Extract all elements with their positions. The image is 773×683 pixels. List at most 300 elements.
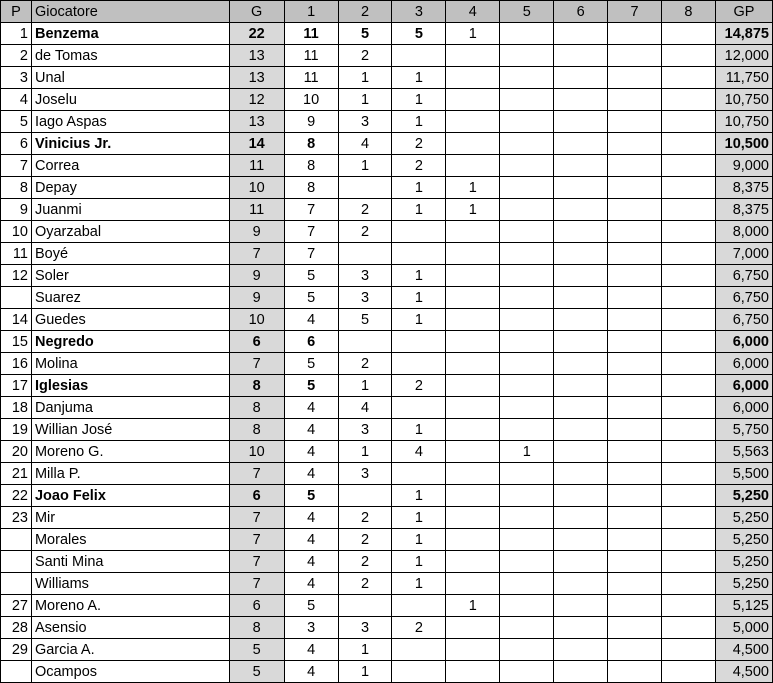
col-3-cell: 1	[392, 177, 446, 199]
gp-cell: 8,375	[715, 199, 772, 221]
player-name-cell: Iglesias	[31, 375, 229, 397]
col-2-cell: 3	[338, 419, 392, 441]
gp-cell: 8,000	[715, 221, 772, 243]
table-row	[1, 243, 773, 265]
col-4-cell	[446, 155, 500, 177]
pos-cell: 4	[1, 89, 32, 111]
header-gp: GP	[715, 1, 772, 23]
col-5-cell	[500, 507, 554, 529]
col-2-cell: 2	[338, 507, 392, 529]
table-row	[1, 573, 773, 595]
col-5-cell	[500, 287, 554, 309]
player-name-cell: Ocampos	[31, 661, 229, 683]
col-7-cell	[608, 331, 662, 353]
col-8-cell	[662, 133, 716, 155]
pos-cell: 10	[1, 221, 32, 243]
games-cell: 13	[229, 111, 284, 133]
header-3: 3	[392, 1, 446, 23]
col-5-cell	[500, 353, 554, 375]
games-cell: 8	[229, 375, 284, 397]
player-name-cell: Mir	[31, 507, 229, 529]
col-4-cell: 1	[446, 199, 500, 221]
col-1-cell: 4	[284, 551, 338, 573]
col-2-cell	[338, 177, 392, 199]
gp-cell: 5,250	[715, 485, 772, 507]
header-1: 1	[284, 1, 338, 23]
player-name-cell: Suarez	[31, 287, 229, 309]
table-row	[1, 177, 773, 199]
col-3-cell: 1	[392, 199, 446, 221]
col-2-cell: 4	[338, 133, 392, 155]
games-cell: 7	[229, 507, 284, 529]
col-8-cell	[662, 551, 716, 573]
col-3-cell	[392, 463, 446, 485]
player-name-cell: de Tomas	[31, 45, 229, 67]
col-7-cell	[608, 67, 662, 89]
col-6-cell	[554, 551, 608, 573]
col-2-cell: 1	[338, 639, 392, 661]
games-cell: 10	[229, 309, 284, 331]
games-cell: 11	[229, 155, 284, 177]
col-4-cell	[446, 529, 500, 551]
pos-cell: 27	[1, 595, 32, 617]
col-3-cell: 1	[392, 67, 446, 89]
col-7-cell	[608, 595, 662, 617]
gp-cell: 10,750	[715, 89, 772, 111]
table-row	[1, 67, 773, 89]
games-cell: 7	[229, 573, 284, 595]
col-1-cell: 7	[284, 221, 338, 243]
pos-cell: 9	[1, 199, 32, 221]
col-6-cell	[554, 155, 608, 177]
col-5-cell	[500, 463, 554, 485]
col-6-cell	[554, 419, 608, 441]
col-1-cell: 11	[284, 23, 338, 45]
gp-cell: 5,500	[715, 463, 772, 485]
games-cell: 7	[229, 463, 284, 485]
col-8-cell	[662, 23, 716, 45]
table-row	[1, 375, 773, 397]
col-7-cell	[608, 573, 662, 595]
player-name-cell: Juanmi	[31, 199, 229, 221]
col-2-cell: 1	[338, 375, 392, 397]
col-3-cell: 5	[392, 23, 446, 45]
player-name-cell: Correa	[31, 155, 229, 177]
player-name-cell: Willian José	[31, 419, 229, 441]
table-row	[1, 111, 773, 133]
games-cell: 6	[229, 485, 284, 507]
col-2-cell: 1	[338, 661, 392, 683]
col-3-cell	[392, 45, 446, 67]
table-row	[1, 507, 773, 529]
col-7-cell	[608, 507, 662, 529]
games-cell: 7	[229, 353, 284, 375]
col-5-cell	[500, 133, 554, 155]
col-4-cell	[446, 331, 500, 353]
col-1-cell: 4	[284, 419, 338, 441]
col-1-cell: 11	[284, 67, 338, 89]
col-8-cell	[662, 309, 716, 331]
col-2-cell: 3	[338, 617, 392, 639]
pos-cell: 22	[1, 485, 32, 507]
gp-cell: 10,750	[715, 111, 772, 133]
table-row	[1, 419, 773, 441]
col-1-cell: 5	[284, 353, 338, 375]
table-row	[1, 441, 773, 463]
player-name-cell: Depay	[31, 177, 229, 199]
col-5-cell	[500, 617, 554, 639]
col-3-cell	[392, 595, 446, 617]
pos-cell: 14	[1, 309, 32, 331]
pos-cell	[1, 573, 32, 595]
col-6-cell	[554, 397, 608, 419]
games-cell: 13	[229, 45, 284, 67]
col-2-cell: 2	[338, 551, 392, 573]
player-name-cell: Santi Mina	[31, 551, 229, 573]
col-4-cell	[446, 265, 500, 287]
games-cell: 14	[229, 133, 284, 155]
col-6-cell	[554, 177, 608, 199]
col-8-cell	[662, 639, 716, 661]
player-name-cell: Joselu	[31, 89, 229, 111]
gp-cell: 5,000	[715, 617, 772, 639]
gp-cell: 8,375	[715, 177, 772, 199]
col-7-cell	[608, 463, 662, 485]
col-5-cell	[500, 265, 554, 287]
col-6-cell	[554, 573, 608, 595]
col-3-cell: 1	[392, 111, 446, 133]
gp-cell: 12,000	[715, 45, 772, 67]
col-6-cell	[554, 45, 608, 67]
games-cell: 10	[229, 441, 284, 463]
col-3-cell: 2	[392, 133, 446, 155]
col-7-cell	[608, 111, 662, 133]
col-8-cell	[662, 661, 716, 683]
col-3-cell: 1	[392, 507, 446, 529]
table-row	[1, 45, 773, 67]
col-3-cell	[392, 639, 446, 661]
col-1-cell: 5	[284, 265, 338, 287]
col-5-cell	[500, 375, 554, 397]
col-6-cell	[554, 67, 608, 89]
header-6: 6	[554, 1, 608, 23]
pos-cell: 6	[1, 133, 32, 155]
player-name-cell: Iago Aspas	[31, 111, 229, 133]
col-7-cell	[608, 441, 662, 463]
col-1-cell: 7	[284, 199, 338, 221]
gp-cell: 6,750	[715, 287, 772, 309]
col-6-cell	[554, 111, 608, 133]
player-name-cell: Joao Felix	[31, 485, 229, 507]
col-3-cell: 1	[392, 485, 446, 507]
games-cell: 5	[229, 661, 284, 683]
col-8-cell	[662, 265, 716, 287]
col-1-cell: 4	[284, 397, 338, 419]
gp-cell: 6,000	[715, 331, 772, 353]
col-4-cell	[446, 397, 500, 419]
pos-cell: 11	[1, 243, 32, 265]
gp-cell: 5,250	[715, 529, 772, 551]
col-7-cell	[608, 265, 662, 287]
col-2-cell	[338, 485, 392, 507]
col-2-cell: 4	[338, 397, 392, 419]
table-row	[1, 265, 773, 287]
col-1-cell: 5	[284, 595, 338, 617]
col-5-cell	[500, 419, 554, 441]
col-2-cell: 1	[338, 441, 392, 463]
games-cell: 8	[229, 397, 284, 419]
table-row	[1, 133, 773, 155]
col-7-cell	[608, 89, 662, 111]
header-4: 4	[446, 1, 500, 23]
player-name-cell: Moreno A.	[31, 595, 229, 617]
col-4-cell: 1	[446, 177, 500, 199]
col-8-cell	[662, 353, 716, 375]
col-4-cell: 1	[446, 23, 500, 45]
games-cell: 7	[229, 551, 284, 573]
col-4-cell	[446, 441, 500, 463]
pos-cell: 7	[1, 155, 32, 177]
col-1-cell: 5	[284, 485, 338, 507]
table-body	[1, 1, 773, 683]
col-4-cell	[446, 221, 500, 243]
col-4-cell	[446, 111, 500, 133]
col-8-cell	[662, 463, 716, 485]
col-6-cell	[554, 133, 608, 155]
gp-cell: 6,750	[715, 265, 772, 287]
table-row	[1, 89, 773, 111]
col-3-cell: 1	[392, 309, 446, 331]
table-row	[1, 309, 773, 331]
header-8: 8	[662, 1, 716, 23]
col-1-cell: 11	[284, 45, 338, 67]
col-6-cell	[554, 265, 608, 287]
col-5-cell	[500, 485, 554, 507]
col-8-cell	[662, 441, 716, 463]
col-4-cell	[446, 133, 500, 155]
pos-cell: 23	[1, 507, 32, 529]
col-7-cell	[608, 375, 662, 397]
col-6-cell	[554, 243, 608, 265]
col-7-cell	[608, 45, 662, 67]
pos-cell: 17	[1, 375, 32, 397]
col-2-cell: 2	[338, 529, 392, 551]
col-6-cell	[554, 463, 608, 485]
pos-cell	[1, 287, 32, 309]
col-3-cell	[392, 397, 446, 419]
col-1-cell: 10	[284, 89, 338, 111]
header-2: 2	[338, 1, 392, 23]
col-6-cell	[554, 595, 608, 617]
col-4-cell	[446, 243, 500, 265]
games-cell: 6	[229, 595, 284, 617]
player-name-cell: Asensio	[31, 617, 229, 639]
pos-cell: 28	[1, 617, 32, 639]
col-7-cell	[608, 155, 662, 177]
pos-cell: 3	[1, 67, 32, 89]
col-3-cell: 2	[392, 375, 446, 397]
col-4-cell	[446, 463, 500, 485]
col-6-cell	[554, 375, 608, 397]
col-2-cell: 1	[338, 155, 392, 177]
col-4-cell	[446, 89, 500, 111]
pos-cell: 5	[1, 111, 32, 133]
pos-cell: 16	[1, 353, 32, 375]
col-6-cell	[554, 89, 608, 111]
col-4-cell	[446, 661, 500, 683]
col-8-cell	[662, 89, 716, 111]
gp-cell: 6,000	[715, 375, 772, 397]
pos-cell: 15	[1, 331, 32, 353]
col-6-cell	[554, 507, 608, 529]
gp-cell: 5,750	[715, 419, 772, 441]
col-6-cell	[554, 353, 608, 375]
col-8-cell	[662, 375, 716, 397]
col-7-cell	[608, 353, 662, 375]
player-name-cell: Negredo	[31, 331, 229, 353]
gp-cell: 6,000	[715, 397, 772, 419]
col-4-cell	[446, 617, 500, 639]
col-8-cell	[662, 45, 716, 67]
games-cell: 9	[229, 287, 284, 309]
col-4-cell	[446, 573, 500, 595]
player-name-cell: Vinicius Jr.	[31, 133, 229, 155]
col-6-cell	[554, 309, 608, 331]
col-3-cell	[392, 243, 446, 265]
col-8-cell	[662, 221, 716, 243]
col-5-cell	[500, 199, 554, 221]
col-8-cell	[662, 243, 716, 265]
player-name-cell: Milla P.	[31, 463, 229, 485]
gp-cell: 5,125	[715, 595, 772, 617]
col-6-cell	[554, 661, 608, 683]
col-1-cell: 4	[284, 441, 338, 463]
col-3-cell	[392, 221, 446, 243]
col-7-cell	[608, 243, 662, 265]
col-5-cell	[500, 309, 554, 331]
col-7-cell	[608, 23, 662, 45]
col-1-cell: 4	[284, 529, 338, 551]
col-7-cell	[608, 133, 662, 155]
games-cell: 13	[229, 67, 284, 89]
player-name-cell: Oyarzabal	[31, 221, 229, 243]
col-3-cell: 4	[392, 441, 446, 463]
gp-cell: 5,563	[715, 441, 772, 463]
table-row	[1, 661, 773, 683]
col-3-cell	[392, 661, 446, 683]
col-5-cell	[500, 177, 554, 199]
col-6-cell	[554, 221, 608, 243]
col-5-cell	[500, 639, 554, 661]
col-7-cell	[608, 221, 662, 243]
col-1-cell: 4	[284, 661, 338, 683]
col-3-cell	[392, 331, 446, 353]
table-row	[1, 23, 773, 45]
col-6-cell	[554, 23, 608, 45]
gp-cell: 4,500	[715, 639, 772, 661]
col-6-cell	[554, 199, 608, 221]
gp-cell: 5,250	[715, 573, 772, 595]
col-1-cell: 8	[284, 133, 338, 155]
col-1-cell: 4	[284, 507, 338, 529]
col-4-cell	[446, 507, 500, 529]
col-8-cell	[662, 111, 716, 133]
col-8-cell	[662, 595, 716, 617]
header-player: Giocatore	[31, 1, 229, 23]
player-name-cell: Garcia A.	[31, 639, 229, 661]
col-4-cell	[446, 353, 500, 375]
pos-cell	[1, 551, 32, 573]
player-name-cell: Unal	[31, 67, 229, 89]
header-g: G	[229, 1, 284, 23]
col-8-cell	[662, 331, 716, 353]
pos-cell: 8	[1, 177, 32, 199]
col-6-cell	[554, 287, 608, 309]
pos-cell: 19	[1, 419, 32, 441]
player-name-cell: Guedes	[31, 309, 229, 331]
games-cell: 7	[229, 243, 284, 265]
col-5-cell	[500, 111, 554, 133]
games-cell: 11	[229, 199, 284, 221]
col-2-cell: 2	[338, 353, 392, 375]
col-6-cell	[554, 485, 608, 507]
col-5-cell	[500, 551, 554, 573]
table-row	[1, 221, 773, 243]
games-cell: 22	[229, 23, 284, 45]
table-row	[1, 595, 773, 617]
col-4-cell	[446, 67, 500, 89]
col-5-cell	[500, 331, 554, 353]
col-1-cell: 5	[284, 375, 338, 397]
col-6-cell	[554, 331, 608, 353]
col-4-cell	[446, 419, 500, 441]
col-7-cell	[608, 639, 662, 661]
gp-cell: 5,250	[715, 507, 772, 529]
col-8-cell	[662, 177, 716, 199]
col-8-cell	[662, 507, 716, 529]
player-name-cell: Soler	[31, 265, 229, 287]
col-5-cell	[500, 67, 554, 89]
col-3-cell: 2	[392, 617, 446, 639]
gp-cell: 6,000	[715, 353, 772, 375]
player-name-cell: Boyé	[31, 243, 229, 265]
col-2-cell: 5	[338, 309, 392, 331]
col-5-cell	[500, 89, 554, 111]
col-8-cell	[662, 573, 716, 595]
col-2-cell	[338, 595, 392, 617]
col-5-cell	[500, 45, 554, 67]
col-2-cell	[338, 243, 392, 265]
col-2-cell: 2	[338, 221, 392, 243]
col-3-cell: 2	[392, 155, 446, 177]
pos-cell: 18	[1, 397, 32, 419]
games-cell: 8	[229, 419, 284, 441]
col-1-cell: 5	[284, 287, 338, 309]
col-8-cell	[662, 199, 716, 221]
col-6-cell	[554, 529, 608, 551]
col-8-cell	[662, 287, 716, 309]
col-7-cell	[608, 617, 662, 639]
col-4-cell	[446, 287, 500, 309]
col-2-cell: 2	[338, 573, 392, 595]
table-row	[1, 485, 773, 507]
pos-cell	[1, 661, 32, 683]
col-1-cell: 4	[284, 309, 338, 331]
col-2-cell: 3	[338, 287, 392, 309]
pos-cell: 1	[1, 23, 32, 45]
pos-cell: 12	[1, 265, 32, 287]
col-3-cell: 1	[392, 573, 446, 595]
